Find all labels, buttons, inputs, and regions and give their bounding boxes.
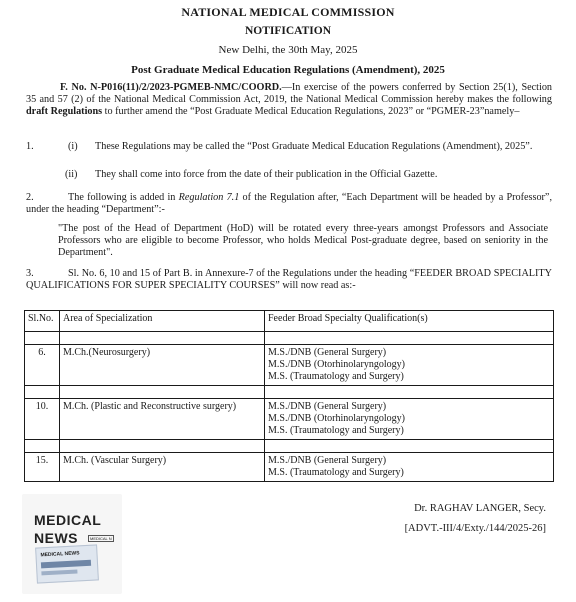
intro-text-2: to further amend the “Post Graduate Medical Education Regulations, 2023” or “PGMER-23”namely– <box>102 106 520 118</box>
row-area: M.Ch.(Neurosurgery) <box>60 345 265 386</box>
qualification: M.S. (Traumatology and Surgery) <box>268 467 404 478</box>
logo-line-2: NEWS <box>34 530 78 546</box>
logo-card-bar <box>41 560 91 569</box>
table-row <box>25 345 554 386</box>
org-name: NATIONAL MEDICAL COMMISSION <box>181 5 395 19</box>
qualification: M.S./DNB (General Surgery) <box>268 401 387 412</box>
clause-3-number: 3. <box>26 268 34 279</box>
row-area: M.Ch. (Vascular Surgery) <box>60 453 265 482</box>
table-row <box>25 399 554 440</box>
table-spacer <box>25 386 554 399</box>
file-number: F. No. N-P016(11)/2/2023-PGMEB-NMC/COORD. <box>60 82 282 93</box>
qualification: M.S. (Traumatology and Surgery) <box>268 425 404 436</box>
clause-1-i-label: (i) <box>68 141 78 152</box>
row-slno: 15. <box>25 453 60 482</box>
notification-date: New Delhi, the 30th May, 2025 <box>218 44 358 56</box>
clause-2-number: 2. <box>26 192 34 203</box>
medical-news-logo <box>22 494 122 594</box>
signatory-name: Dr. RAGHAV LANGER, Secy. <box>414 503 546 514</box>
clause-1-ii-label: (ii) <box>65 169 78 180</box>
qualification: M.S./DNB (General Surgery) <box>268 455 387 466</box>
table-row <box>25 453 554 482</box>
notification-heading: NOTIFICATION <box>244 25 332 37</box>
row-area: M.Ch. (Plastic and Reconstructive surgery) <box>60 399 265 440</box>
advertisement-number: [ADVT.-III/4/Exty./144/2025-26] <box>404 523 546 534</box>
clause-1-number: 1. <box>26 141 34 152</box>
clause-2-text-1: The following is added in <box>68 192 179 203</box>
regulation-title: Post Graduate Medical Education Regulations (Amendment), 2025 <box>131 64 445 76</box>
column-header-area: Area of Specialization <box>60 311 265 332</box>
logo-line-1: MEDICAL <box>34 512 102 528</box>
row-qualifications <box>265 345 554 386</box>
row-slno: 10. <box>25 399 60 440</box>
clause-2-quote: "The post of the Head of Department (HoD) will be rotated every three-years amongst Professors and Associate Professors who are eligible to become Professor, who holds Medical Post-graduate degree, based on seniority in the Department". <box>58 223 548 259</box>
clause-2-text-2: of the Regulation after, “Each Department will be headed by a Professor”, under the heading “Department”:- <box>26 192 552 216</box>
column-header-slno: Sl.No. <box>25 311 60 332</box>
regulation-reference: Regulation 7.1 <box>178 192 240 203</box>
clause-1-ii-text: They shall come into force from the date of their publication in the Official Gazette. <box>95 169 438 180</box>
clause-2-text <box>26 192 552 216</box>
clause-1-i-text: These Regulations may be called the “Post Graduate Medical Education Regulations (Amendment), 2025”. <box>95 141 533 152</box>
clause-3-text: Sl. No. 6, 10 and 15 of Part B. in Annexure-7 of the Regulations under the heading “FEEDER BROAD SPECIALITY QUALIFICATIONS FOR SUPER SPECIALITY COURSES” will now read as:- <box>26 268 552 292</box>
intro-paragraph <box>26 82 552 119</box>
logo-small-tag: MEDICAL N <box>90 536 112 541</box>
specialization-table <box>24 310 554 482</box>
qualification: M.S. (Traumatology and Surgery) <box>268 371 404 382</box>
row-slno: 6. <box>25 345 60 386</box>
draft-regulations: draft Regulations <box>26 106 103 118</box>
column-header-qualifications: Feeder Broad Specialty Qualification(s) <box>265 311 554 332</box>
qualification: M.S./DNB (Otorhinolaryngology) <box>268 413 405 424</box>
logo-card-bar <box>41 569 77 575</box>
table-spacer <box>25 440 554 453</box>
qualification: M.S./DNB (General Surgery) <box>268 347 387 358</box>
qualification: M.S./DNB (Otorhinolaryngology) <box>268 359 405 370</box>
row-qualifications <box>265 453 554 482</box>
intro-text-1: —In exercise of the powers conferred by Section 25(1), Section 35 and 57 (2) of the National Medical Commission Act, 2019, the National Medical Commission hereby makes the following <box>26 82 553 106</box>
row-qualifications <box>265 399 554 440</box>
table-spacer <box>25 332 554 345</box>
table-header-row <box>25 311 554 332</box>
logo-newspaper-icon <box>35 544 99 583</box>
logo-card-text: MEDICAL NEWS <box>40 550 80 559</box>
